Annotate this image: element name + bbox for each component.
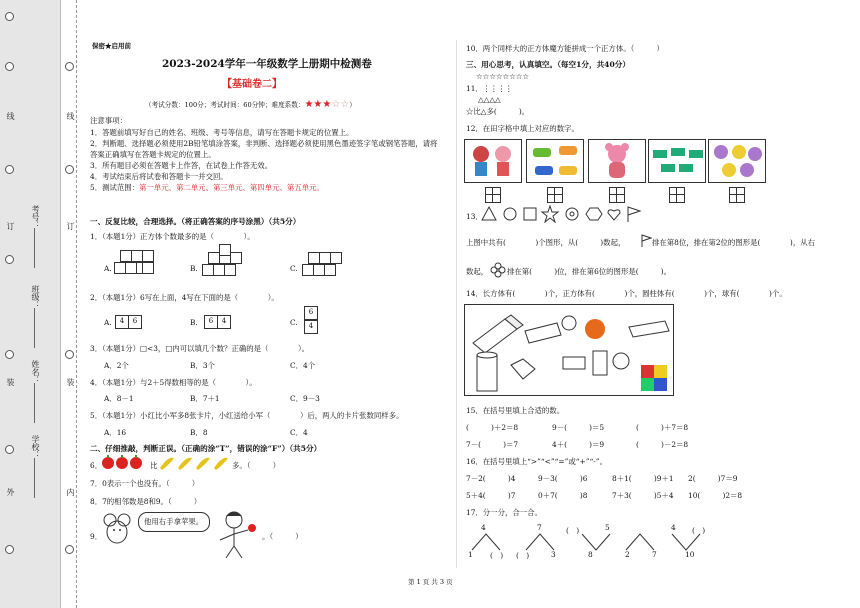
bear-picture [588,139,646,183]
kaohao-line[interactable] [34,228,35,268]
note-line: 4．考试结束后将试卷和答题卡一并交回。 [90,172,228,181]
q2-card: 4 [115,315,129,329]
q3-option-c[interactable]: C．4个 [290,361,316,370]
section-1-heading: 一、反复比较，合理选择。（将正确答案的序号涂黑）（共5分） [90,217,301,226]
q17-bottom: 2 [625,550,630,559]
strip-label-ding: 订 [6,222,15,230]
flower-icon [490,262,506,278]
strip-label-wai: 外 [6,488,15,496]
mouse-icon [100,512,136,548]
bananas-icon [158,454,232,472]
q1-option-b[interactable]: B. [190,264,198,273]
punch-hole [5,62,14,71]
punch-hole [5,545,14,554]
punch-hole [5,350,14,359]
q16-item[interactable]: 7－2( )4 [466,474,516,483]
punch-hole [5,445,14,454]
q17-bottom: 10 [685,550,695,559]
q1-option-a[interactable]: A. [104,264,112,273]
question-10[interactable]: 10．两个同样大的正方体魔方能拼成一个正方体。（ ） [466,44,664,53]
question-9-number: 9． [90,532,103,541]
banji-label: 班级： [31,285,40,309]
dolls-picture [464,139,522,183]
speech-bubble [138,512,210,532]
q2-card: 6 [128,315,142,329]
strip-label-xian: 线 [6,112,15,120]
banji-line[interactable] [34,308,35,348]
q15-item[interactable]: 9－( )＝5 [552,423,605,432]
q13-text-3: 数起， [466,267,489,276]
punch-hole [65,545,74,554]
binding-margin [62,0,77,608]
q17-bottom: 1 [468,550,473,559]
q2-option-b[interactable]: B. [190,318,198,327]
question-17: 17．分一分，合一合。 [466,508,542,517]
question-6: 6． [90,461,103,470]
strip-label-xian: 线 [66,112,75,120]
tianzi-grid[interactable] [485,187,501,203]
secret-label: 保密★启用前 [92,42,131,50]
q16-item[interactable]: 9－3( )6 [538,474,588,483]
q17-top: 4 [481,523,486,532]
q11-triangles: △△△△ [478,95,501,104]
punch-hole [65,62,74,71]
q2-card: 6 [304,306,318,320]
notes-heading: 注意事项： [90,116,127,125]
question-13: 13． [466,212,483,221]
q11-stars: ☆☆☆☆☆☆☆☆ [476,72,530,81]
section-3-heading: 三、用心思考，认真填空。（每空1分，共40分） [466,60,630,69]
q17-top: 4 [671,523,676,532]
flag-icon [640,234,652,248]
q15-item[interactable]: 7－( )＝7 [466,440,519,449]
tianzi-grid[interactable] [547,187,563,203]
note-line: 1．答题前填写好自己的姓名、班级、考号等信息，请写在答题卡规定的位置上。 [90,128,354,137]
speech-bubble-text: 他用右手拿苹果。 [144,517,204,526]
q5-option-c[interactable]: C．4 [290,428,308,437]
q15-item[interactable]: ( )＋2＝8 [466,423,519,432]
question-3: 3．（本题1分）□<3，□内可以填几个数？正确的是（ ）。 [90,344,310,353]
question-4: 4．（本题1分）与2＋5得数相等的是（ ）。 [90,378,257,387]
strip-label-ding: 订 [66,222,75,230]
question-11: 11．⋮⋮⋮⋮ [466,84,513,93]
q2-option-c[interactable]: C. [290,318,298,327]
q4-option-a[interactable]: A．8－1 [104,394,134,403]
page-title: 2023-2024学年一年级数学上册期中检测卷 [162,58,372,70]
q5-option-a[interactable]: A．16 [104,428,127,437]
xingming-line[interactable] [34,383,35,423]
solids-picture [464,304,674,396]
q3-option-b[interactable]: B．3个 [190,361,215,370]
punch-hole [5,12,14,21]
q11-question[interactable]: ☆比△多( )。 [466,107,530,116]
question-2: 2．（本题1分）6写在上面，4写在下面的是（ ）。 [90,293,279,302]
strip-label-zhuang: 装 [66,378,75,386]
q5-option-b[interactable]: B．8 [190,428,208,437]
q16-item[interactable]: 8＋1( )9＋1 [612,474,674,483]
q16-item[interactable]: 0＋7( )8 [538,491,588,500]
q17-bottom[interactable]: ( ) [516,551,530,560]
page-number: 第 1 页 共 3 页 [408,578,453,586]
q16-item[interactable]: 5＋4( )7 [466,491,516,500]
question-12: 12．在田字格中填上对应的数字。 [466,124,579,133]
punch-hole [5,165,14,174]
q15-item[interactable]: ( )＋7＝8 [636,423,689,432]
q4-option-b[interactable]: B．7＋1 [190,394,220,403]
xuexiao-label: 学校： [31,435,40,459]
tianzi-grid[interactable] [609,187,625,203]
page-subtitle: 【基础卷二】 [222,79,282,90]
boy-icon [214,510,260,562]
q9-answer[interactable]: 。（ ） [262,532,303,541]
q4-option-c[interactable]: C．9－3 [290,394,320,403]
question-5: 5．（本题1分）小红比小军多8张卡片，小红送给小军（ ）后，两人的卡片张数同样多。 [90,411,404,420]
punch-hole [65,165,74,174]
punch-hole [65,350,74,359]
q2-card: 4 [217,315,231,329]
q17-bottom: 3 [551,550,556,559]
punch-hole [5,255,14,264]
q2-card: 6 [204,315,218,329]
q17-top: 7 [537,523,542,532]
q2-card: 4 [304,320,318,334]
note-line: 答案正确填写在答题卡规定的位置上。 [90,150,216,159]
xuexiao-line[interactable] [34,458,35,498]
q17-bottom: 8 [588,550,593,559]
question-8[interactable]: 8．7的相邻数是8和9。（ ） [90,497,202,506]
q6-answer[interactable]: 多。（ ） [232,461,281,470]
strip-label-nei: 内 [66,488,75,496]
xingming-label: 姓名： [31,360,40,384]
section-2-heading: 二、仔细推敲，判断正误。（正确的涂“T”，错误的涂“F”）（共5分） [90,444,322,453]
kaohao-label: 考号： [31,205,40,229]
blocks-picture [648,139,706,183]
q13-text-2[interactable]: 排在第8位，排在第2位的图形是( )，从右 [652,238,815,247]
question-16: 16．在括号里填上“>”“<”“=”或“+”“-”。 [466,457,607,466]
q17-top[interactable]: ( ) [692,526,706,535]
question-7[interactable]: 7．0表示一个也没有。（ ） [90,479,200,488]
q13-text-4[interactable]: 排在第( )位，排在第6位的图形是( )。 [507,267,672,276]
q15-item[interactable]: 4＋( )＝9 [552,440,605,449]
column-divider [456,40,457,568]
tianzi-grid[interactable] [729,187,745,203]
q16-item[interactable]: 2( )7＝9 [688,474,738,483]
note-line: 2．判断题、选择题必须使用2B铅笔填涂答案，非判断、选择题必须使用黑色墨迹签字笔或钢笔答题，请将 [90,139,438,148]
cars-picture [526,139,584,183]
shapes-row [480,205,655,223]
q17-top[interactable]: ( ) [566,526,580,535]
q16-item[interactable]: 10( )2＝8 [688,491,743,500]
q6-compare-text: 比 [150,461,158,470]
apples-icon [101,455,149,471]
question-14[interactable]: 14．长方体有( )个，正方体有( )个，圆柱体有( )个，球有( )个。 [466,289,787,298]
note-line: 3．所有题目必须在答题卡上作答，在试卷上作答无效。 [90,161,273,170]
q3-option-a[interactable]: A．2个 [104,361,129,370]
balls-picture [708,139,766,183]
question-15: 15．在括号里填上合适的数。 [466,406,565,415]
tianzi-grid[interactable] [669,187,685,203]
q15-item[interactable]: ( )－2＝8 [636,440,689,449]
exam-info: （考试分数：100分；考试时间：60分钟；难度系数：★★★☆☆） [145,99,356,110]
q17-top: 5 [605,523,610,532]
note-line: 5．测试范围：第一单元、第二单元、第三单元、第四单元、第五单元。 [90,183,324,192]
q2-option-a[interactable]: A. [104,318,112,327]
q16-item[interactable]: 7＋3( )5＋4 [612,491,674,500]
question-1: 1．（本题1分）正方体个数最多的是（ ）。 [90,232,255,241]
q13-text-1[interactable]: 上图中共有( )个图形，从( )数起， [466,238,626,247]
q1-option-c[interactable]: C. [290,264,298,273]
strip-label-zhuang: 装 [6,378,15,386]
q17-bottom[interactable]: ( ) [490,551,504,560]
q17-bottom: 7 [652,550,657,559]
